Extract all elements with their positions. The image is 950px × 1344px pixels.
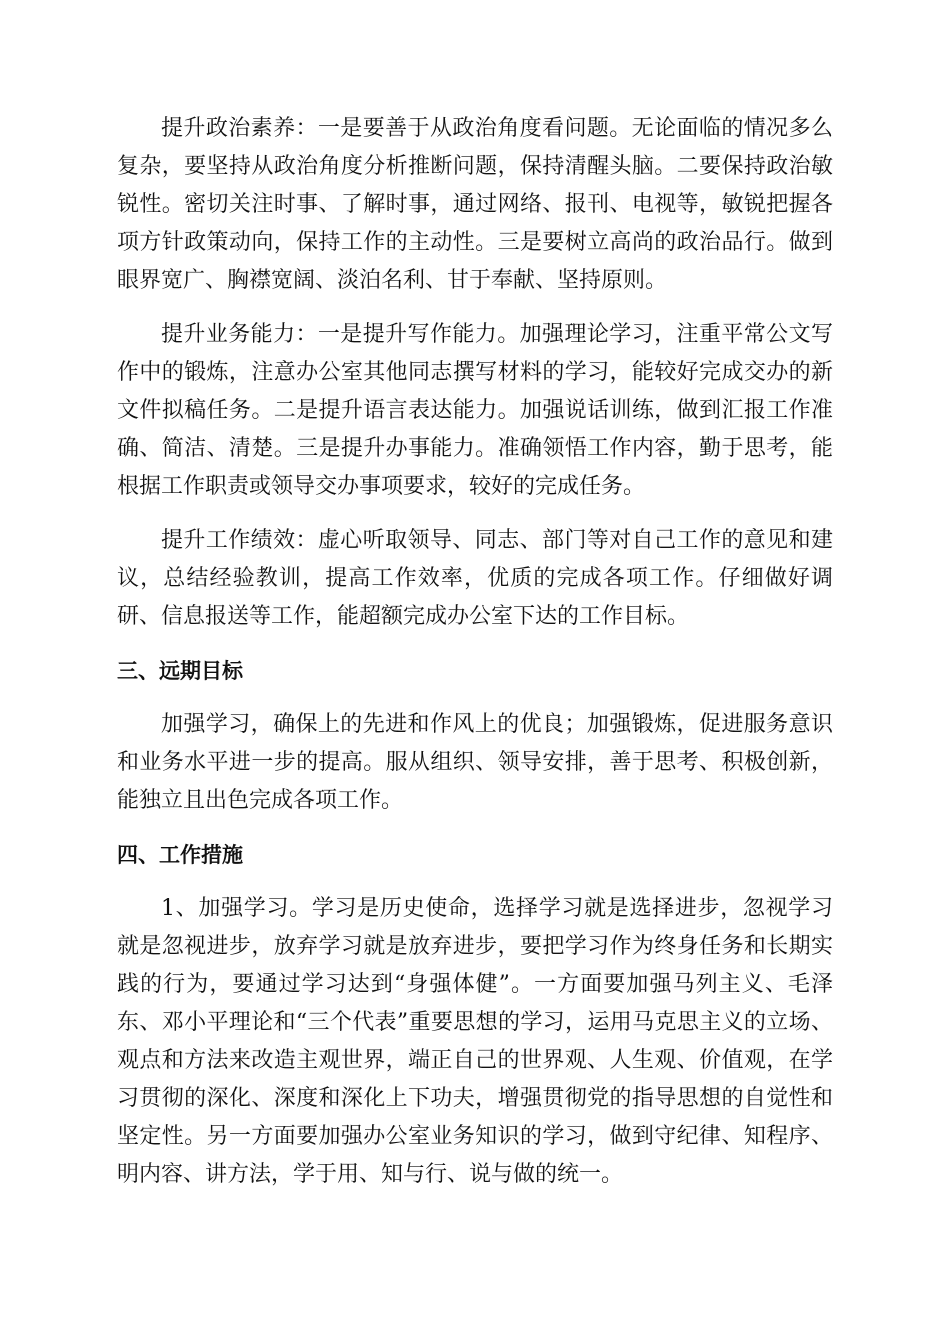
heading-work-measures: 四、工作措施: [117, 843, 243, 867]
paragraph-work-performance: 提升工作绩效：虚心听取领导、同志、部门等对自己工作的意见和建议，总结经验教训，提高工作效率，优质的完成各项工作。仔细做好调研、信息报送等工作，能超额完成办公室下达的工作目标。: [117, 528, 833, 629]
paragraph-business-ability: 提升业务能力：一是提升写作能力。加强理论学习，注重平常公文写作中的锻炼，注意办公室其他同志撰写材料的学习，能较好完成交办的新文件拟稿任务。二是提升语言表达能力。加强说话训练，做到汇报工作准确、简洁、清楚。三是提升办事能力。准确领悟工作内容，勤于思考，能根据工作职责或领导交办事项要求，较好的完成任务。: [117, 322, 833, 499]
document-body: [117, 110, 833, 1210]
paragraph-strengthen-study: 1、加强学习。学习是历史使命，选择学习就是选择进步，忽视学习就是忽视进步，放弃学习就是放弃进步，要把学习作为终身任务和长期实践的行为，要通过学习达到“身强体健”。一方面要加强马列主义、毛泽东、邓小平理论和“三个代表”重要思想的学习，运用马克思主义的立场、观点和方法来改造主观世界，端正自己的世界观、人生观、价值观，在学习贯彻的深化、深度和深化上下功夫，增强贯彻党的指导思想的自觉性和坚定性。另一方面要加强办公室业务知识的学习，做到守纪律、知程序、明内容、讲方法，学于用、知与行、说与做的统一。: [117, 896, 833, 1187]
paragraph-political-literacy: 提升政治素养：一是要善于从政治角度看问题。无论面临的情况多么复杂，要坚持从政治角度分析推断问题，保持清醒头脑。二要保持政治敏锐性。密切关注时事、了解时事，通过网络、报刊、电视等，敏锐把握各项方针政策动向，保持工作的主动性。三是要树立高尚的政治品行。做到眼界宽广、胸襟宽阔、淡泊名利、甘于奉献、坚持原则。: [117, 116, 833, 293]
paragraph-long-term-goals: 加强学习，确保上的先进和作风上的优良；加强锻炼，促进服务意识和业务水平进一步的提高。服从组织、领导安排，善于思考、积极创新，能独立且出色完成各项工作。: [117, 712, 833, 813]
heading-long-term-goals: 三、远期目标: [117, 659, 243, 683]
